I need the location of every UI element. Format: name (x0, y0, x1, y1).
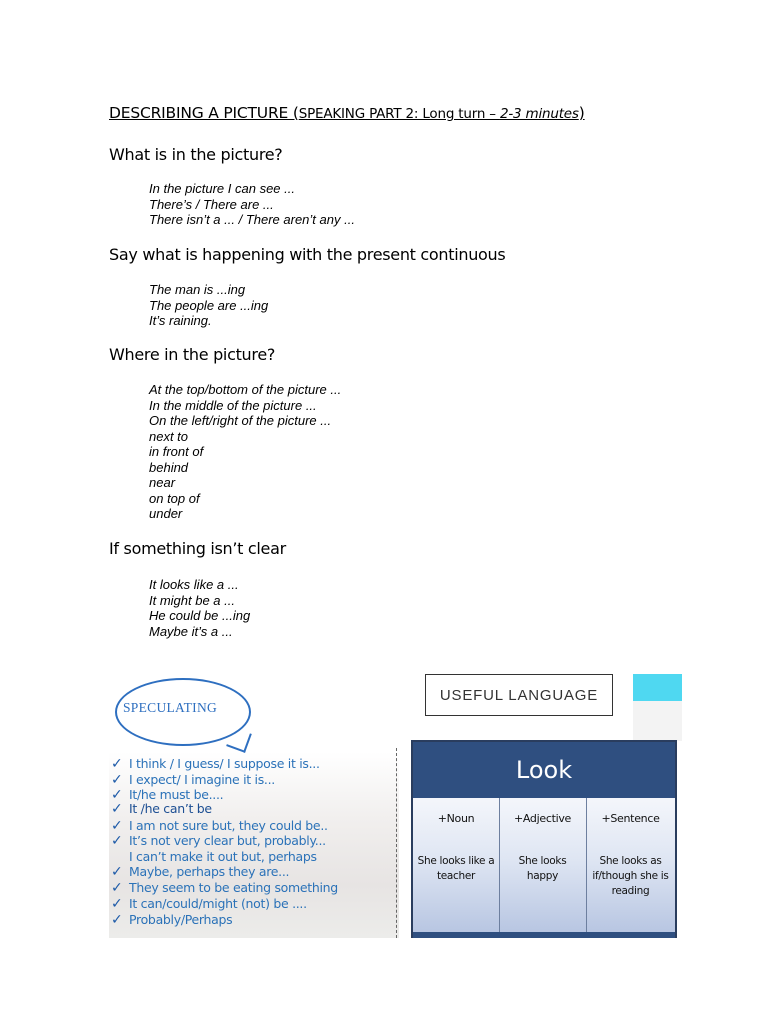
check-icon: ✓ (111, 864, 123, 880)
example-line: The people are ...ing (149, 297, 269, 313)
column-example: She looks like a teacher (417, 855, 495, 882)
check-icon: ✓ (111, 818, 123, 834)
checklist-item: ✓ It/he must be.... (111, 787, 224, 803)
example-line: Maybe it’s a ... (149, 623, 233, 639)
look-table-footer (413, 932, 675, 938)
check-icon: ✓ (111, 756, 123, 772)
example-line: In the middle of the picture ... (149, 397, 317, 413)
checklist-item: ✓ It /he can’t be (111, 801, 212, 817)
example-line: next to (149, 428, 189, 444)
title-sub: SPEAKING PART 2: Long turn – (298, 106, 500, 122)
example-line: behind (149, 459, 189, 475)
section-heading: Say what is happening with the present continuous (109, 245, 506, 264)
look-column-sentence (586, 798, 675, 932)
example-line: At the top/bottom of the picture ... (149, 382, 342, 397)
check-icon: ✓ (111, 896, 123, 912)
speculating-panel (109, 672, 399, 938)
example-line: It’s raining. (149, 313, 212, 328)
column-header: +Adjective (513, 812, 572, 825)
example-list (149, 382, 341, 522)
column-example: She looks happy (518, 855, 567, 882)
column-example: She looks as if/though she is reading (592, 855, 669, 897)
section-heading: What is in the picture? (109, 145, 283, 164)
section-heading: If something isn’t clear (109, 539, 286, 558)
divider (396, 748, 397, 938)
look-column-adjective (499, 798, 587, 932)
checklist-item: ✓ Probably/Perhaps (111, 912, 233, 928)
title-close: ) (578, 104, 585, 122)
check-icon: ✓ (111, 787, 123, 803)
look-table (411, 740, 677, 938)
look-column-noun (413, 798, 500, 932)
checklist-item: ✓ Maybe, perhaps they are... (111, 864, 290, 880)
example-list (149, 181, 355, 228)
look-table-body (413, 798, 675, 932)
check-icon: ✓ (111, 801, 123, 817)
column-header: +Sentence (601, 812, 660, 825)
decorative-block (633, 674, 682, 701)
example-list (149, 577, 250, 639)
example-line: There’s / There are ... (149, 196, 274, 212)
check-icon: ✓ (111, 833, 123, 849)
useful-language-box: USEFUL LANGUAGE (425, 674, 613, 716)
checklist-item: ✓ I am not sure but, they could be.. (111, 818, 328, 834)
look-table-title: Look (413, 742, 675, 798)
example-line: On the left/right of the picture ... (149, 413, 332, 428)
checklist-item: ✓ I think / I guess/ I suppose it is... (111, 756, 320, 772)
speculating-label: SPECULATING (123, 700, 218, 715)
title-duration: 2-3 minutes (499, 106, 579, 122)
example-line: near (149, 475, 176, 490)
example-line: In the picture I can see ... (149, 181, 295, 196)
example-line: There isn’t a ... / There aren’t any ... (149, 212, 355, 227)
checklist-item: ✓ It can/could/might (not) be .... (111, 896, 307, 912)
example-list (149, 282, 268, 329)
decorative-strip (633, 701, 682, 741)
example-line: It might be a ... (149, 592, 235, 608)
column-header: +Noun (437, 812, 475, 825)
checklist-item: I can’t make it out but, perhaps (129, 849, 317, 864)
checklist-item: ✓ It’s not very clear but, probably... (111, 833, 326, 849)
example-line: It looks like a ... (149, 577, 239, 592)
example-line: in front of (149, 444, 204, 459)
page-title (109, 104, 585, 122)
example-line: He could be ...ing (149, 608, 251, 623)
check-icon: ✓ (111, 772, 123, 788)
example-line: under (149, 506, 183, 521)
check-icon: ✓ (111, 880, 123, 896)
title-main: DESCRIBING A PICTURE ( (109, 104, 299, 122)
checklist-item: ✓ I expect/ I imagine it is... (111, 772, 275, 788)
checklist-item: ✓ They seem to be eating something (111, 880, 338, 896)
check-icon: ✓ (111, 912, 123, 928)
example-line: on top of (149, 490, 200, 506)
example-line: The man is ...ing (149, 282, 246, 297)
useful-language-infographic (109, 672, 682, 938)
section-heading: Where in the picture? (109, 345, 276, 364)
